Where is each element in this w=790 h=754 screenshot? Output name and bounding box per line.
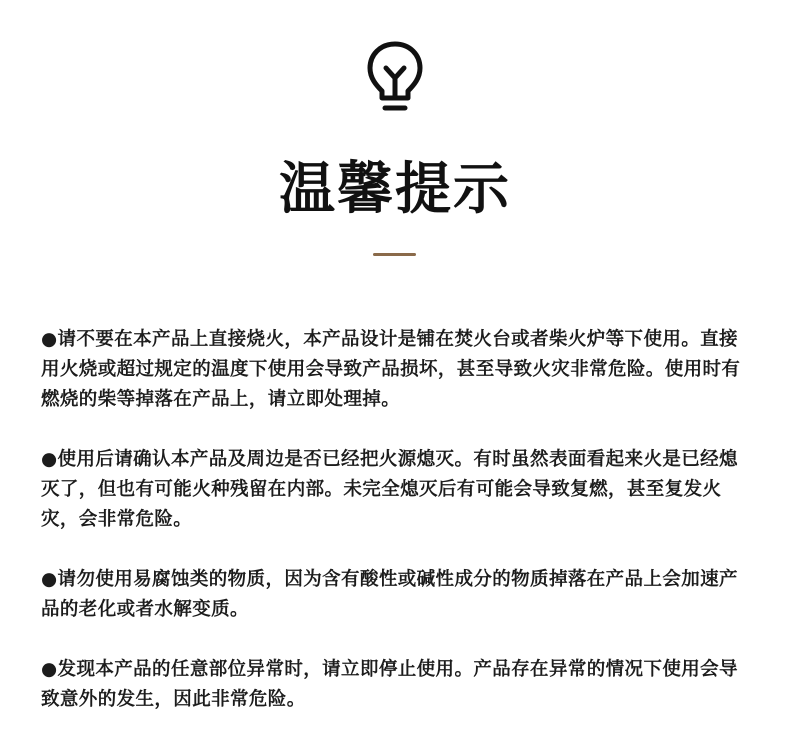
notice-item: ●发现本产品的任意部位异常时，请立即停止使用。产品存在异常的情况下使用会导致意外的发生，因此非常危险。	[41, 659, 738, 710]
title-divider	[373, 253, 416, 256]
notice-item: ●使用后请确认本产品及周边是否已经把火源熄灭。有时虽然表面看起来火是已经熄灭了，但也有可能火种残留在内部。未完全熄灭后有可能会导致复燃，甚至复发火灾，会非常危险。	[41, 449, 738, 530]
lightbulb-icon	[365, 40, 425, 116]
notice-list	[41, 325, 753, 715]
notice-item: ●请不要在本产品上直接烧火，本产品设计是铺在焚火台或者柴火炉等下使用。直接用火烧或超过规定的温度下使用会导致产品损坏，甚至导致火灾非常危险。使用时有燃烧的柴等掉落在产品上，请立即处理掉。	[41, 329, 741, 410]
page-title: 温馨提示	[279, 157, 511, 222]
notice-item: ●请勿使用易腐蚀类的物质，因为含有酸性或碱性成分的物质掉落在产品上会加速产品的老化或者水解变质。	[41, 569, 738, 620]
